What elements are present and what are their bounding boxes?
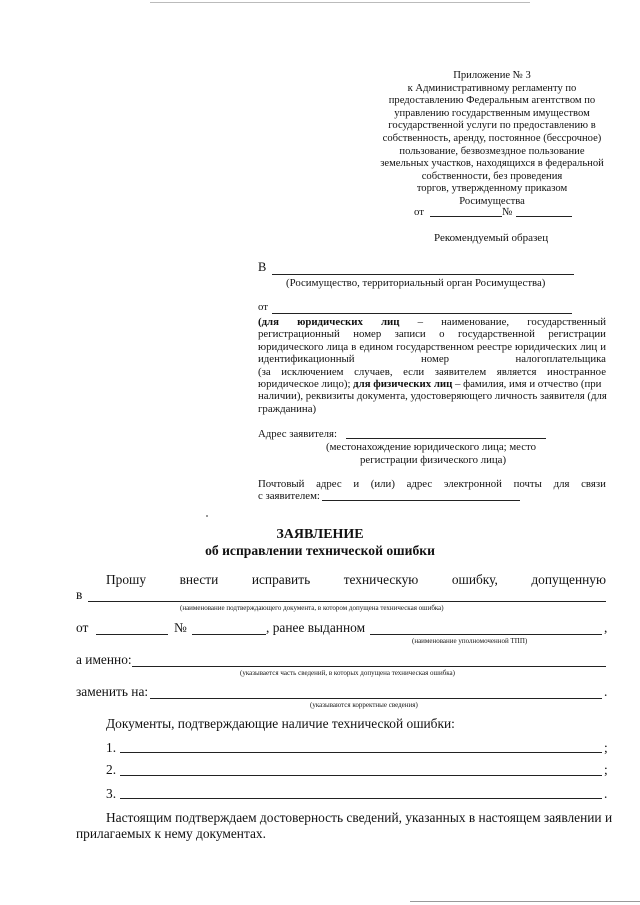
appendix-line: государственной услуги по предоставлению в: [388, 120, 596, 132]
applicant-description: [258, 316, 606, 415]
appendix-line: предоставлению Федеральным агентством по: [388, 95, 596, 107]
to-prefix: В: [258, 260, 267, 274]
in-prefix: в: [76, 587, 83, 602]
document-name-caption: (наименование подтверждающего документа, в котором допущена техническая ошибка): [180, 604, 444, 612]
document-item-field-1[interactable]: [120, 752, 602, 753]
request-word: Прошу: [106, 572, 147, 587]
desc-word: государственной: [457, 328, 535, 341]
contact-word: почты: [513, 478, 542, 490]
recipient-field[interactable]: [272, 274, 574, 275]
contact-word: и: [353, 478, 360, 490]
appendix-line: управлению государственным имуществом: [394, 107, 590, 119]
replace-end: .: [604, 684, 608, 699]
desc-word: лиц: [381, 316, 400, 328]
issuer-field[interactable]: [370, 634, 602, 635]
contact-field[interactable]: [322, 500, 520, 501]
scan-edge-top: [150, 2, 530, 3]
address-label: Адрес заявителя:: [258, 428, 338, 440]
desc-line: наличии), реквизиты документа, удостоверяющего личность заявителя (для: [258, 390, 607, 403]
contact-word: электронной: [443, 478, 502, 490]
desc-word: записи: [394, 328, 426, 341]
document-name-field[interactable]: [88, 601, 606, 602]
appendix-line: к Административному регламенту по: [407, 82, 577, 94]
confirmation-line-1: Настоящим подтверждаем достоверность сведений, указанных в настоящем заявлении и: [106, 810, 613, 825]
issuer-caption: (наименование уполномоченной ТПП): [412, 637, 528, 645]
document-item-end: ;: [604, 740, 608, 755]
desc-line: юридического лица в едином государственном реестре юридических лиц и: [258, 340, 606, 353]
contact-word: для: [553, 478, 570, 490]
sample-label: Рекомендуемый образец: [434, 232, 549, 244]
desc-word: регистрации: [548, 328, 606, 341]
document-subtitle: об исправлении технической ошибки: [205, 543, 435, 558]
desc-fragment: юридическое лицо);: [258, 378, 351, 391]
issued-date-field[interactable]: [96, 634, 168, 635]
desc-line: (за исключением случаев, если заявителем является иностранное: [258, 365, 606, 378]
scan-edge-bottom: [410, 901, 640, 902]
appendix-date-field[interactable]: [430, 216, 502, 217]
appendix-line: Приложение № 3: [453, 70, 531, 81]
appendix-line: собственности, без проведения: [421, 170, 563, 182]
issued-date-prefix: от: [76, 620, 89, 635]
contact-word: (или): [370, 478, 395, 490]
applicant-field[interactable]: [272, 313, 572, 314]
document-item-end: ;: [604, 762, 608, 777]
issued-number-sign: №: [174, 620, 187, 635]
from-prefix: от: [258, 301, 268, 313]
request-word: внести: [179, 572, 219, 587]
document-item-number: 1.: [106, 740, 117, 755]
address-caption-1: (местонахождение юридического лица; место: [326, 441, 536, 453]
document-item-field-2[interactable]: [120, 775, 602, 776]
correct-data-field[interactable]: [150, 698, 602, 699]
document-item-end: .: [604, 786, 608, 801]
correct-data-caption: (указываются корректные сведения): [310, 701, 418, 709]
appendix-number-field[interactable]: [516, 216, 572, 217]
desc-word: номер: [353, 328, 382, 341]
desc-word: идентификационный: [258, 353, 355, 366]
document-item-field-3[interactable]: [120, 798, 602, 799]
request-word: техническую: [343, 572, 419, 587]
desc-word: наименование,: [441, 316, 510, 328]
desc-word: –: [417, 316, 424, 328]
erroneous-data-caption: (указывается часть сведений, в которых допущена техническая ошибка): [240, 669, 455, 677]
desc-fragment: – фамилия, имя и отчество (при: [452, 378, 602, 391]
appendix-line: пользование, безвозмездное пользование: [399, 145, 585, 157]
contact-word: адрес: [316, 478, 342, 490]
desc-line: гражданина): [258, 402, 317, 415]
appendix-number-sign: №: [502, 206, 513, 218]
scan-dot: [206, 515, 208, 517]
contact-label-line: [258, 478, 606, 490]
appendix-line: Росимущества: [459, 195, 525, 207]
appendix-date-prefix: от: [414, 206, 424, 218]
appendix-header: [372, 70, 612, 209]
desc-word: государственный: [527, 316, 606, 328]
appendix-line: собственность, аренду, постоянное (бессрочное): [382, 132, 602, 144]
namely-label: а именно:: [76, 652, 132, 667]
desc-word: номер: [421, 353, 450, 366]
desc-word: (для: [258, 316, 279, 328]
address-caption-2: регистрации физического лица): [360, 454, 507, 466]
desc-word: о: [439, 328, 445, 341]
request-word: исправить: [251, 572, 311, 587]
contact-label-2: с заявителем:: [258, 490, 320, 502]
document-item-number: 3.: [106, 786, 117, 801]
issuer-end: ,: [604, 620, 608, 635]
contact-word: Почтовый: [258, 478, 305, 490]
issued-number-field[interactable]: [192, 634, 266, 635]
request-word: ошибку,: [451, 572, 498, 587]
appendix-line: торгов, утвержденному приказом: [416, 183, 568, 195]
request-line: [106, 572, 606, 588]
desc-fragment-bold: для физических лиц: [353, 378, 453, 391]
request-word: допущенную: [531, 572, 606, 587]
recipient-caption: (Росимущество, территориальный орган Росимущества): [286, 277, 546, 289]
documents-heading: Документы, подтверждающие наличие технической ошибки:: [106, 716, 455, 731]
address-field[interactable]: [346, 438, 546, 439]
appendix-line: земельных участков, находящихся в федеральной: [380, 158, 604, 170]
desc-word: регистрационный: [258, 328, 340, 341]
issued-text: , ранее выданном: [266, 620, 366, 635]
desc-line-mixed: [258, 378, 606, 390]
document-item-number: 2.: [106, 762, 117, 777]
document-title: ЗАЯВЛЕНИЕ: [276, 527, 364, 542]
contact-word: связи: [581, 478, 606, 490]
confirmation-line-2: прилагаемых к нему документах.: [76, 826, 266, 841]
desc-word: юридических: [297, 316, 363, 328]
contact-word: адрес: [406, 478, 433, 490]
replace-label: заменить на:: [76, 684, 149, 699]
erroneous-data-field[interactable]: [132, 666, 606, 667]
desc-word: налогоплательщика: [515, 353, 606, 366]
